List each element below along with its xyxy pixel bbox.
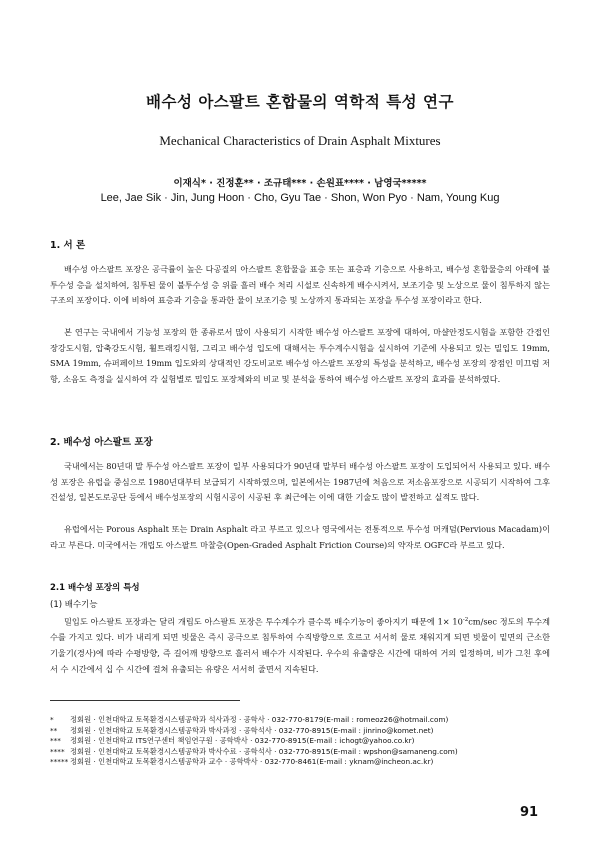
- footnote-mark: *: [50, 715, 54, 724]
- drainage-text-part-1: 밀입도 아스팔트 포장과는 달리 개립도 아스팔트 포장은 투수계수가 클수록 배수기능이 좋아지기 때문에 1× 10: [64, 616, 463, 627]
- footnote-4: [50, 747, 570, 758]
- drain-asphalt-paragraph-2: 유럽에서는 Porous Asphalt 또는 Drain Asphalt 라고 부르고 있으나 영국에서는 전통적으로 투수성 머캐덤(Pervious Macadam)이라고 부른다. 미국에서는 개립도 아스팔트 마찰층(Open-Graded Asphalt Friction Course)의 약자로 OGFC라 부르고 있다.: [50, 524, 550, 550]
- drain-asphalt-paragraph-1: 국내에서는 80년대 말 투수성 아스팔트 포장이 일부 사용되다가 90년대 말부터 배수성 아스팔트 포장이 도입되어서 사용되고 있다. 배수성 포장은 유럽을 중심으로 1980년대부터 보급되기 시작하였으며, 일본에서는 1987년에 처음으로 저소음포장으로 시공되기 시작하여 그후 건설성, 일본도로공단 등에서 배수성포장의 시험시공이 시공된 후 최근에는 이에 대한 기술도 많이 발전하고 실적도 많다.: [50, 461, 550, 503]
- footnote-3: [50, 736, 570, 747]
- footnote-divider: [50, 700, 240, 701]
- footnote-1: [50, 715, 570, 726]
- drainage-text-part-2: cm/sec 정도의 투수계수를 가지고 있다. 비가 내리게 되면 빗물은 즉시 공극으로 침투하여 수직방향으로 흐르고 서서히 물로 채워지게 되면 빗물이 밑면의 근소한 기울기(경사)에 따라 수평방향, 즉 길어깨 방향으로 흘러서 배수가 시작된다. 우수의 유출량은 시간에 대하여 거의 일정하며, 비가 그친 후에서 수 시간에서 십 수 시간에 걸쳐 유출되는 유량은 서서히 줄면서 지속된다.: [50, 616, 550, 674]
- subsection-heading-characteristics: 2.1 배수성 포장의 특성: [50, 583, 140, 593]
- footnote-text: 정회원 · 인천대학교 토목환경시스템공학과 석사과정 · 공학사 · 032-770-8179(E-mail : romeoz26@hotmail.com): [70, 715, 449, 724]
- footnote-mark: ***: [50, 736, 61, 746]
- footnote-mark: *****: [50, 757, 69, 767]
- footnotes: [50, 715, 570, 768]
- drainage-function-paragraph: [50, 613, 550, 677]
- authors-korean: 이재식* · 진정훈** · 조규태*** · 손원표**** · 남영국*****: [173, 178, 427, 189]
- intro-paragraph-1: 배수성 아스팔트 포장은 공극률이 높은 다공질의 아스팔트 혼합물을 표층 또는 표층과 기층으로 사용하고, 배수성 혼합물층의 아래에 불투수성 층을 설치하여, 침투된 물이 불투수성 층 위를 흘러 배수 처리 시설로 신속하게 배수시켜서, 보조기층 및 노상으로 물이 침투하지 않는 구조의 포장이다. 이에 비하여 표층과 기층을 통과한 물이 보조기층 및 노상까지 통과되는 포장을 투수성 포장이라고 한다.: [50, 264, 550, 306]
- footnote-text: 정회원 · 인천대학교 토목환경시스템공학과 박사수료 · 공학석사 · 032-770-8915(E-mail : wpshon@samaneng.com): [70, 746, 458, 756]
- intro-paragraph-2: 본 연구는 국내에서 기능성 포장의 한 종류로서 많이 사용되기 시작한 배수성 아스팔트 포장에 대하여, 마샬안정도시험을 포함한 간접인장강도시험, 압축강도시험, 휠트래킹시험, 그리고 배수성 입도에 대해서는 투수계수시험을 실시하여 기준에 사용되고 있는 밀입도 19mm, SMA 19mm, 슈퍼페이브 19mm 입도와의 상대적인 강도비교로 배수성 아스팔트 포장의 특성을 분석하고, 배수성 포장의 장점인 미끄럼 저항, 소음도 측정을 실시하여 각 실험별로 밀입도 포장체와의 비교 및 분석을 통하여 배수성 아스팔트 포장의 효과를 분석하였다.: [50, 327, 550, 384]
- footnote-mark: ****: [50, 746, 65, 756]
- exponent-superscript: -2: [462, 617, 469, 623]
- footnote-text: 정회원 · 인천대학교 ITS연구센터 책임연구원 · 공학박사 · 032-770-8915(E-mail : ichogt@yahoo.co.kr): [70, 736, 415, 746]
- paper-title-english: Mechanical Characteristics of Drain Asphalt Mixtures: [159, 133, 441, 148]
- section-heading-introduction: 1. 서 론: [50, 240, 86, 251]
- paper-title-korean: 배수성 아스팔트 혼합물의 역학적 특성 연구: [146, 93, 454, 111]
- footnote-text: 정회원 · 인천대학교 토목환경시스템공학과 교수 · 공학박사 · 032-770-8461(E-mail : yknam@incheon.ac.kr): [70, 757, 434, 767]
- authors-english: Lee, Jae Sik · Jin, Jung Hoon · Cho, Gyu Tae · Shon, Won Pyo · Nam, Young Kug: [100, 192, 500, 204]
- subsubsection-drainage-function: (1) 배수기능: [50, 600, 98, 610]
- section-heading-drain-asphalt: 2. 배수성 아스팔트 포장: [50, 437, 153, 448]
- footnote-text: 정회원 · 인천대학교 토목환경시스템공학과 박사과정 · 공학석사 · 032-770-8915(E-mail : jinrino@komet.net): [70, 725, 434, 735]
- footnote-2: [50, 726, 570, 737]
- footnote-mark: **: [50, 725, 58, 735]
- footnote-5: [50, 757, 570, 768]
- page-number: 91: [520, 805, 539, 820]
